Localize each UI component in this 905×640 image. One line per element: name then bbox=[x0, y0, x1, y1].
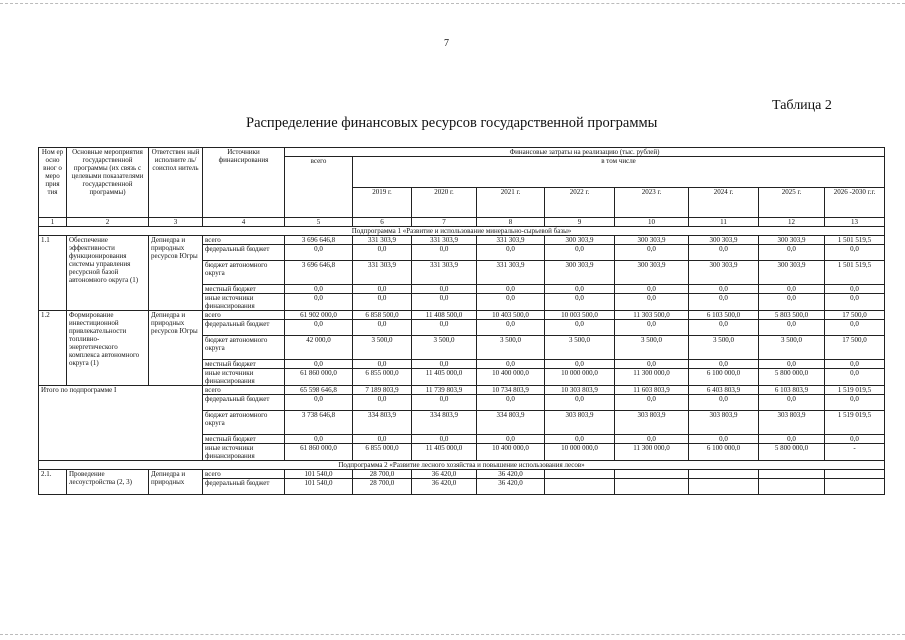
amount-cell: 0,0 bbox=[285, 435, 353, 444]
amount-cell: 11 405 000,0 bbox=[412, 369, 477, 386]
amount-cell: 0,0 bbox=[545, 285, 615, 294]
amount-cell: 0,0 bbox=[353, 395, 412, 411]
amount-cell: 334 803,9 bbox=[353, 411, 412, 435]
page-number: 7 bbox=[444, 38, 449, 49]
amount-cell: 11 300 000,0 bbox=[615, 369, 689, 386]
header-measures: Основные мероприятия государственной программы (их связь с целевыми показателями государственной программы) bbox=[67, 148, 149, 218]
amount-cell: 5 800 000,0 bbox=[759, 444, 825, 461]
amount-cell: 0,0 bbox=[759, 435, 825, 444]
row-responsible: Депнедра и природных ресурсов Югры bbox=[149, 311, 203, 386]
amount-cell: 0,0 bbox=[825, 395, 885, 411]
amount-cell: 1 519 019,5 bbox=[825, 386, 885, 395]
amount-cell: 10 003 500,0 bbox=[545, 311, 615, 320]
amount-cell: 0,0 bbox=[825, 245, 885, 261]
header-year: 2023 г. bbox=[615, 187, 689, 218]
funding-source: всего bbox=[203, 236, 285, 245]
amount-cell: 6 103 803,9 bbox=[759, 386, 825, 395]
amount-cell: 0,0 bbox=[545, 294, 615, 311]
header-sources: Источники финансирования bbox=[203, 148, 285, 218]
amount-cell: 0,0 bbox=[412, 285, 477, 294]
amount-cell: 1 501 519,5 bbox=[825, 261, 885, 285]
amount-cell: 11 739 803,9 bbox=[412, 386, 477, 395]
amount-cell bbox=[615, 470, 689, 479]
amount-cell: 0,0 bbox=[689, 245, 759, 261]
amount-cell: 0,0 bbox=[825, 435, 885, 444]
amount-cell: 0,0 bbox=[825, 285, 885, 294]
amount-cell: 17 500,0 bbox=[825, 311, 885, 320]
amount-cell: 0,0 bbox=[689, 320, 759, 336]
amount-cell: 11 408 500,0 bbox=[412, 311, 477, 320]
amount-cell: 0,0 bbox=[545, 435, 615, 444]
amount-cell: 0,0 bbox=[615, 435, 689, 444]
column-number: 3 bbox=[149, 218, 203, 227]
amount-cell bbox=[759, 479, 825, 495]
amount-cell: 300 303,9 bbox=[615, 236, 689, 245]
amount-cell: 0,0 bbox=[689, 395, 759, 411]
funding-source: федеральный бюджет bbox=[203, 245, 285, 261]
subprogram-row bbox=[39, 227, 885, 236]
amount-cell: 65 598 646,8 bbox=[285, 386, 353, 395]
amount-cell: 3 500,0 bbox=[412, 336, 477, 360]
amount-cell: 1 501 519,5 bbox=[825, 236, 885, 245]
funding-source: бюджет автономного округа bbox=[203, 411, 285, 435]
amount-cell: 331 303,9 bbox=[477, 261, 545, 285]
funding-source: иные источники финансирования bbox=[203, 294, 285, 311]
amount-cell: 42 000,0 bbox=[285, 336, 353, 360]
row-measure-name: Обеспечение эффективности функционирования системы управления ресурсной базой автономного округа (1) bbox=[67, 236, 149, 311]
amount-cell: 10 403 500,0 bbox=[477, 311, 545, 320]
amount-cell: 11 300 000,0 bbox=[615, 444, 689, 461]
amount-cell: 36 420,0 bbox=[477, 479, 545, 495]
amount-cell: 11 603 803,9 bbox=[615, 386, 689, 395]
amount-cell: 0,0 bbox=[825, 320, 885, 336]
amount-cell: 0,0 bbox=[285, 294, 353, 311]
amount-cell: 10 000 000,0 bbox=[545, 444, 615, 461]
amount-cell: 0,0 bbox=[689, 294, 759, 311]
header-year: 2026 -2030 г.г. bbox=[825, 187, 885, 218]
amount-cell: 303 803,9 bbox=[759, 411, 825, 435]
amount-cell: 0,0 bbox=[412, 245, 477, 261]
amount-cell: 331 303,9 bbox=[477, 236, 545, 245]
amount-cell: 5 800 000,0 bbox=[759, 369, 825, 386]
amount-cell: 300 303,9 bbox=[545, 261, 615, 285]
amount-cell: 0,0 bbox=[353, 320, 412, 336]
amount-cell: 0,0 bbox=[285, 320, 353, 336]
row-total-label: Итого по подпрограмме I bbox=[39, 386, 203, 461]
header-responsible: Ответствен ный исполните ль/соиспол нитель bbox=[149, 148, 203, 218]
column-number: 12 bbox=[759, 218, 825, 227]
amount-cell bbox=[825, 470, 885, 479]
funding-source: всего bbox=[203, 311, 285, 320]
amount-cell: - bbox=[825, 444, 885, 461]
amount-cell: 0,0 bbox=[285, 245, 353, 261]
amount-cell: 0,0 bbox=[477, 435, 545, 444]
amount-cell: 61 860 000,0 bbox=[285, 444, 353, 461]
amount-cell: 0,0 bbox=[825, 360, 885, 369]
amount-cell: 0,0 bbox=[353, 294, 412, 311]
amount-cell: 300 303,9 bbox=[689, 261, 759, 285]
amount-cell: 334 803,9 bbox=[412, 411, 477, 435]
amount-cell: 3 500,0 bbox=[545, 336, 615, 360]
header-number: Ном ер осно вног о меро прия тия bbox=[39, 148, 67, 218]
column-number: 5 bbox=[285, 218, 353, 227]
funding-source: федеральный бюджет bbox=[203, 395, 285, 411]
amount-cell: 0,0 bbox=[477, 294, 545, 311]
amount-cell: 0,0 bbox=[759, 320, 825, 336]
amount-cell bbox=[545, 479, 615, 495]
amount-cell bbox=[689, 479, 759, 495]
amount-cell: 3 738 646,8 bbox=[285, 411, 353, 435]
amount-cell: 5 803 500,0 bbox=[759, 311, 825, 320]
row-responsible: Депнедра и природных ресурсов Югры bbox=[149, 236, 203, 311]
amount-cell: 0,0 bbox=[353, 245, 412, 261]
amount-cell: 331 303,9 bbox=[353, 261, 412, 285]
amount-cell: 0,0 bbox=[825, 369, 885, 386]
header-total: всего bbox=[285, 157, 353, 218]
amount-cell: 36 420,0 bbox=[477, 470, 545, 479]
table-row bbox=[39, 386, 885, 395]
amount-cell: 36 420,0 bbox=[412, 479, 477, 495]
header-numbers-row bbox=[39, 218, 885, 227]
subprogram-row bbox=[39, 461, 885, 470]
funding-source: иные источники финансирования bbox=[203, 444, 285, 461]
row-number: 1.1 bbox=[39, 236, 67, 311]
amount-cell: 6 100 000,0 bbox=[689, 369, 759, 386]
column-number: 2 bbox=[67, 218, 149, 227]
amount-cell: 3 500,0 bbox=[353, 336, 412, 360]
amount-cell: 0,0 bbox=[412, 320, 477, 336]
amount-cell: 0,0 bbox=[353, 435, 412, 444]
amount-cell: 334 803,9 bbox=[477, 411, 545, 435]
amount-cell: 3 500,0 bbox=[689, 336, 759, 360]
amount-cell: 0,0 bbox=[545, 360, 615, 369]
header-year: 2020 г. bbox=[412, 187, 477, 218]
amount-cell bbox=[689, 470, 759, 479]
header-row bbox=[39, 148, 885, 157]
amount-cell: 6 403 803,9 bbox=[689, 386, 759, 395]
amount-cell: 6 855 000,0 bbox=[353, 444, 412, 461]
document-title: Распределение финансовых ресурсов государственной программы bbox=[246, 115, 658, 131]
column-number: 7 bbox=[412, 218, 477, 227]
amount-cell: 0,0 bbox=[689, 285, 759, 294]
amount-cell: 0,0 bbox=[615, 245, 689, 261]
amount-cell: 7 189 803,9 bbox=[353, 386, 412, 395]
amount-cell: 0,0 bbox=[477, 245, 545, 261]
column-number: 13 bbox=[825, 218, 885, 227]
amount-cell: 3 500,0 bbox=[477, 336, 545, 360]
funding-source: бюджет автономного округа bbox=[203, 336, 285, 360]
amount-cell: 0,0 bbox=[615, 285, 689, 294]
table-label: Таблица 2 bbox=[772, 98, 832, 113]
amount-cell: 28 700,0 bbox=[353, 470, 412, 479]
amount-cell: 0,0 bbox=[689, 435, 759, 444]
amount-cell: 303 803,9 bbox=[545, 411, 615, 435]
amount-cell: 300 303,9 bbox=[545, 236, 615, 245]
amount-cell: 303 803,9 bbox=[689, 411, 759, 435]
amount-cell: 10 734 803,9 bbox=[477, 386, 545, 395]
amount-cell: 0,0 bbox=[477, 320, 545, 336]
amount-cell: 3 500,0 bbox=[759, 336, 825, 360]
table-row bbox=[39, 311, 885, 320]
amount-cell: 0,0 bbox=[285, 395, 353, 411]
row-responsible: Депнедра и природных bbox=[149, 470, 203, 495]
amount-cell: 0,0 bbox=[545, 320, 615, 336]
amount-cell bbox=[825, 479, 885, 495]
column-number: 6 bbox=[353, 218, 412, 227]
amount-cell: 6 103 500,0 bbox=[689, 311, 759, 320]
funding-source: федеральный бюджет bbox=[203, 479, 285, 495]
table-row bbox=[39, 236, 885, 245]
amount-cell: 0,0 bbox=[615, 294, 689, 311]
column-number: 4 bbox=[203, 218, 285, 227]
amount-cell bbox=[615, 479, 689, 495]
amount-cell: 0,0 bbox=[412, 395, 477, 411]
amount-cell: 17 500,0 bbox=[825, 336, 885, 360]
row-measure-name: Формирование инвестиционной привлекательности топливно-энергетического комплекса автономного округа (1) bbox=[67, 311, 149, 386]
column-number: 8 bbox=[477, 218, 545, 227]
column-number: 11 bbox=[689, 218, 759, 227]
financial-resources-table bbox=[38, 147, 885, 495]
amount-cell: 0,0 bbox=[412, 360, 477, 369]
amount-cell: 10 400 000,0 bbox=[477, 369, 545, 386]
amount-cell: 0,0 bbox=[615, 395, 689, 411]
amount-cell: 0,0 bbox=[759, 360, 825, 369]
header-year: 2024 г. bbox=[689, 187, 759, 218]
row-number: 1.2 bbox=[39, 311, 67, 386]
amount-cell: 3 696 646,8 bbox=[285, 261, 353, 285]
funding-source: местный бюджет bbox=[203, 285, 285, 294]
amount-cell: 300 303,9 bbox=[759, 261, 825, 285]
amount-cell: 101 540,0 bbox=[285, 470, 353, 479]
amount-cell: 10 000 000,0 bbox=[545, 369, 615, 386]
amount-cell: 1 519 019,5 bbox=[825, 411, 885, 435]
amount-cell: 0,0 bbox=[412, 435, 477, 444]
amount-cell: 0,0 bbox=[615, 320, 689, 336]
column-number: 1 bbox=[39, 218, 67, 227]
amount-cell: 0,0 bbox=[412, 294, 477, 311]
amount-cell: 36 420,0 bbox=[412, 470, 477, 479]
header-including: в том числе bbox=[353, 157, 885, 188]
amount-cell: 0,0 bbox=[477, 285, 545, 294]
funding-source: всего bbox=[203, 470, 285, 479]
scan-edge-bottom bbox=[0, 634, 905, 635]
amount-cell: 331 303,9 bbox=[412, 236, 477, 245]
amount-cell: 61 902 000,0 bbox=[285, 311, 353, 320]
amount-cell: 331 303,9 bbox=[353, 236, 412, 245]
amount-cell: 0,0 bbox=[477, 360, 545, 369]
header-year: 2022 г. bbox=[545, 187, 615, 218]
funding-source: иные источники финансирования bbox=[203, 369, 285, 386]
row-measure-name: Проведение лесоустройства (2, 3) bbox=[67, 470, 149, 495]
amount-cell bbox=[545, 470, 615, 479]
funding-source: местный бюджет bbox=[203, 435, 285, 444]
amount-cell: 300 303,9 bbox=[759, 236, 825, 245]
header-year: 2021 г. bbox=[477, 187, 545, 218]
amount-cell: 61 860 000,0 bbox=[285, 369, 353, 386]
amount-cell: 0,0 bbox=[477, 395, 545, 411]
amount-cell: 6 100 000,0 bbox=[689, 444, 759, 461]
amount-cell: 11 405 000,0 bbox=[412, 444, 477, 461]
amount-cell: 10 303 803,9 bbox=[545, 386, 615, 395]
amount-cell: 300 303,9 bbox=[689, 236, 759, 245]
amount-cell: 0,0 bbox=[545, 245, 615, 261]
amount-cell: 0,0 bbox=[759, 245, 825, 261]
amount-cell: 3 500,0 bbox=[615, 336, 689, 360]
column-number: 10 bbox=[615, 218, 689, 227]
row-number: 2.1. bbox=[39, 470, 67, 495]
funding-source: федеральный бюджет bbox=[203, 320, 285, 336]
amount-cell: 0,0 bbox=[285, 360, 353, 369]
amount-cell: 0,0 bbox=[825, 294, 885, 311]
amount-cell: 11 303 500,0 bbox=[615, 311, 689, 320]
amount-cell: 0,0 bbox=[545, 395, 615, 411]
table-row bbox=[39, 470, 885, 479]
amount-cell: 6 858 500,0 bbox=[353, 311, 412, 320]
funding-source: всего bbox=[203, 386, 285, 395]
amount-cell: 0,0 bbox=[689, 360, 759, 369]
amount-cell: 0,0 bbox=[285, 285, 353, 294]
amount-cell: 10 400 000,0 bbox=[477, 444, 545, 461]
amount-cell: 300 303,9 bbox=[615, 261, 689, 285]
column-number: 9 bbox=[545, 218, 615, 227]
amount-cell: 331 303,9 bbox=[412, 261, 477, 285]
amount-cell: 101 540,0 bbox=[285, 479, 353, 495]
amount-cell bbox=[759, 470, 825, 479]
amount-cell: 3 696 646,8 bbox=[285, 236, 353, 245]
header-financial-costs: Финансовые затраты на реализацию (тыс. рублей) bbox=[285, 148, 885, 157]
amount-cell: 0,0 bbox=[353, 360, 412, 369]
subprogram-title: Подпрограмма 1 «Развитие и использование минерально-сырьевой базы» bbox=[39, 227, 885, 236]
scan-edge-top bbox=[0, 3, 905, 4]
amount-cell: 0,0 bbox=[353, 285, 412, 294]
funding-source: бюджет автономного округа bbox=[203, 261, 285, 285]
amount-cell: 28 700,0 bbox=[353, 479, 412, 495]
header-year: 2019 г. bbox=[353, 187, 412, 218]
funding-source: местный бюджет bbox=[203, 360, 285, 369]
amount-cell: 0,0 bbox=[759, 294, 825, 311]
amount-cell: 6 855 000,0 bbox=[353, 369, 412, 386]
subprogram-title: Подпрограмма 2 «Развитие лесного хозяйства и повышение использования лесов» bbox=[39, 461, 885, 470]
amount-cell: 303 803,9 bbox=[615, 411, 689, 435]
amount-cell: 0,0 bbox=[759, 395, 825, 411]
amount-cell: 0,0 bbox=[759, 285, 825, 294]
header-year: 2025 г. bbox=[759, 187, 825, 218]
amount-cell: 0,0 bbox=[615, 360, 689, 369]
